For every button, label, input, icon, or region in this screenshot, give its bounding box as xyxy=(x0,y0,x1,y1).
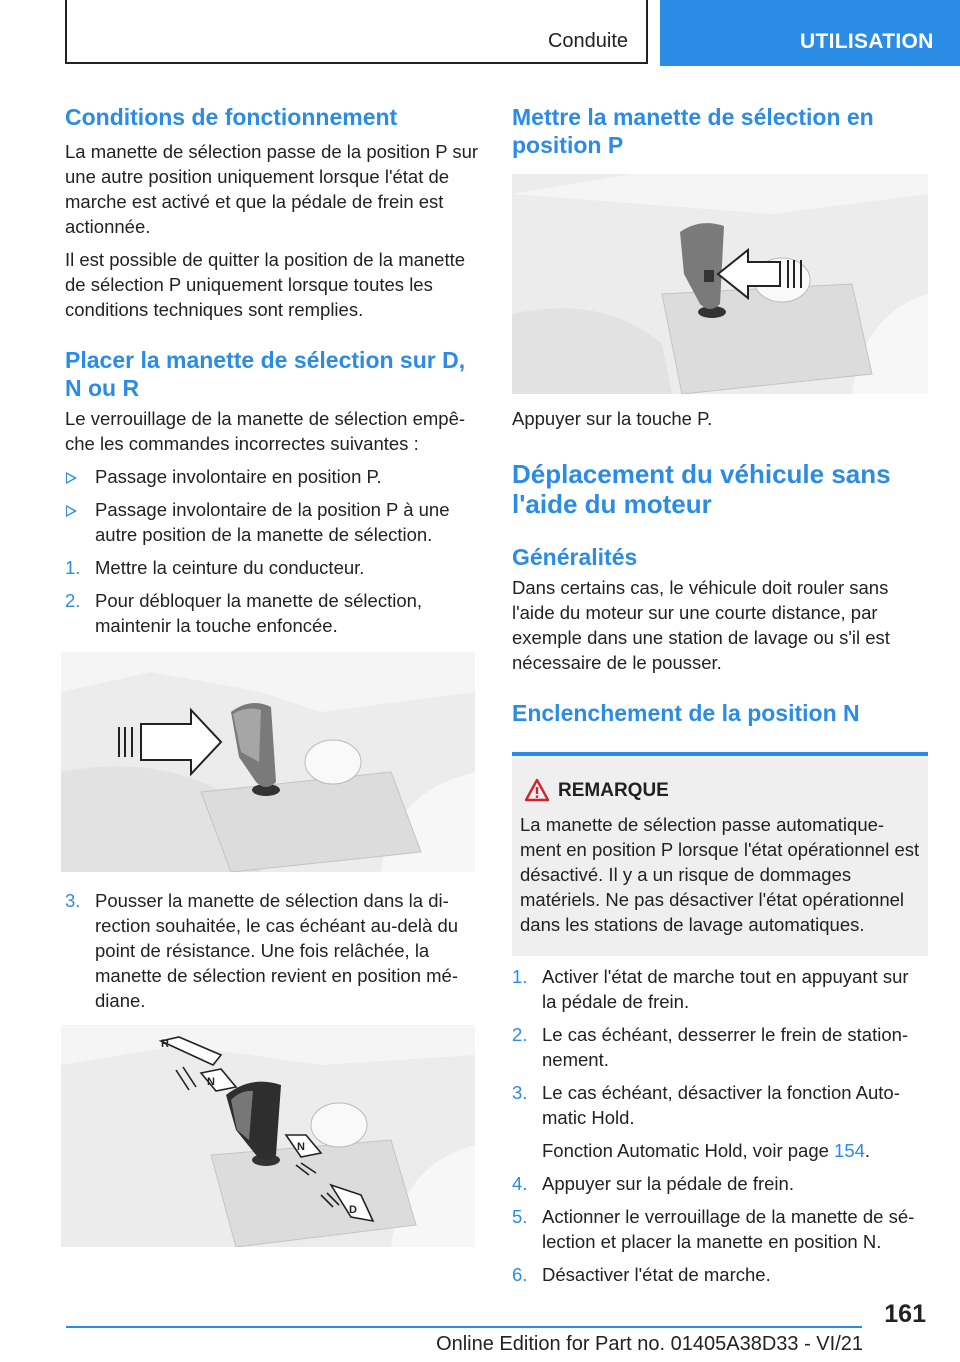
paragraph-generalites: Dans certains cas, le véhicule doit rouler sans l'aide du moteur sur une courte distance, par exemple dans une station de lavage ou s'il est nécessaire de le pousser. xyxy=(512,577,890,673)
bullet-list xyxy=(65,464,480,638)
footer-rule xyxy=(66,1326,862,1328)
step-number: 3. xyxy=(512,1082,528,1103)
paragraph-appuyer: Appuyer sur la touche P. xyxy=(512,408,713,429)
heading-conditions: Conditions de fonctionnement xyxy=(65,104,398,130)
step-number: 1. xyxy=(65,557,81,578)
step-number: 4. xyxy=(512,1173,528,1194)
figure-selector-lever-unlock xyxy=(61,652,475,872)
heading-deplacement: Déplacement du véhicule sans l'aide du moteur xyxy=(512,459,891,519)
label-n-top: N xyxy=(207,1076,215,1088)
note-text: La manette de sélection passe automatique-ment en position P lorsque l'état opérationnel est désactivé. Il y a un risque de dommages matériels. Ne pas désactiver l'état opérationnel dans les stations de lavage automatiques. xyxy=(520,814,920,935)
header-chapter-tab xyxy=(660,0,960,66)
list-item: 3. Pousser la manette de sélection dans la di-rection souhaitée, le cas échéant au-delà du point de résistance. Une fois relâchée, la manette de sélection revient en position mé-diane. xyxy=(65,890,459,1011)
footer-edition: Online Edition for Part no. 01405A38D33 - VI/21 xyxy=(436,1333,863,1355)
list-item: Passage involontaire de la position P à une autre position de la manette de sélection. xyxy=(65,497,480,547)
step-number: 6. xyxy=(512,1264,528,1285)
figure-selector-lever-directions xyxy=(61,1025,475,1247)
heading-mettre-p: Mettre la manette de sélection en position P xyxy=(512,104,874,158)
page-number: 161 xyxy=(884,1300,926,1328)
warning-icon xyxy=(524,778,550,802)
page-ref-link[interactable]: 154 xyxy=(834,1140,865,1161)
header-section-title: Conduite xyxy=(547,30,628,52)
step-number: 1. xyxy=(512,966,528,987)
step-number: 2. xyxy=(512,1024,528,1045)
p-button-illustration xyxy=(512,174,928,394)
left-column xyxy=(65,103,480,638)
list-item: 6. Désactiver l'état de marche. xyxy=(512,1264,771,1285)
right-column-main xyxy=(512,406,928,727)
paragraph-placer: Le verrouillage de la manette de sélection empê-che les commandes incorrectes suivantes : xyxy=(65,408,466,454)
bullet-triangle-icon xyxy=(66,505,77,517)
heading-placer: Placer la manette de sélection sur D, N ou R xyxy=(65,347,466,401)
note-label: REMARQUE xyxy=(558,780,669,801)
list-item: 5. Actionner le verrouillage de la manette de sé-lection et placer la manette en position N. xyxy=(512,1206,915,1252)
header-chapter-title: UTILISATION xyxy=(800,30,934,53)
heading-generalites: Généralités xyxy=(512,544,638,570)
list-item: 3. Le cas échéant, désactiver la fonction Auto-matic Hold. xyxy=(512,1082,900,1128)
step-number: 2. xyxy=(65,590,81,611)
left-step-3 xyxy=(65,888,480,1013)
label-r: R xyxy=(161,1038,169,1050)
note-box xyxy=(512,756,928,956)
bullet-triangle-icon xyxy=(66,472,77,484)
label-d: D xyxy=(349,1204,357,1216)
heading-enclenchement: Enclenchement de la position N xyxy=(512,700,860,726)
list-item: Passage involontaire en position P. xyxy=(65,464,480,489)
right-column-top xyxy=(512,103,928,159)
list-item: 4. Appuyer sur la pédale de frein. xyxy=(512,1173,794,1194)
list-item: 1. Activer l'état de marche tout en appuyant sur la pédale de frein. xyxy=(512,966,909,1012)
list-item: 2. Le cas échéant, desserrer le frein de station-nement. xyxy=(512,1024,909,1070)
selector-lever-illustration xyxy=(61,652,475,872)
step-number: 3. xyxy=(65,890,81,911)
paragraph-conditions-1: La manette de sélection passe de la position P sur une autre position uniquement lorsque l'état de marche est activé et que la pédale de frein est actionnée. xyxy=(65,141,479,237)
list-item: 1. Mettre la ceinture du conducteur. xyxy=(65,557,365,578)
paragraph-conditions-2: Il est possible de quitter la position de la manette de sélection P uniquement lorsque toutes les conditions techniques sont remplies. xyxy=(65,249,466,320)
step-number: 5. xyxy=(512,1206,528,1227)
figure-press-p-button xyxy=(512,174,928,394)
list-item: 2. Pour débloquer la manette de sélection, maintenir la touche enfoncée. xyxy=(65,590,423,636)
direction-arrows-illustration xyxy=(61,1025,475,1247)
reference-line: Fonction Automatic Hold, voir page 154. xyxy=(542,1140,871,1161)
right-steps xyxy=(512,964,928,1287)
label-n-bottom: N xyxy=(297,1141,305,1153)
